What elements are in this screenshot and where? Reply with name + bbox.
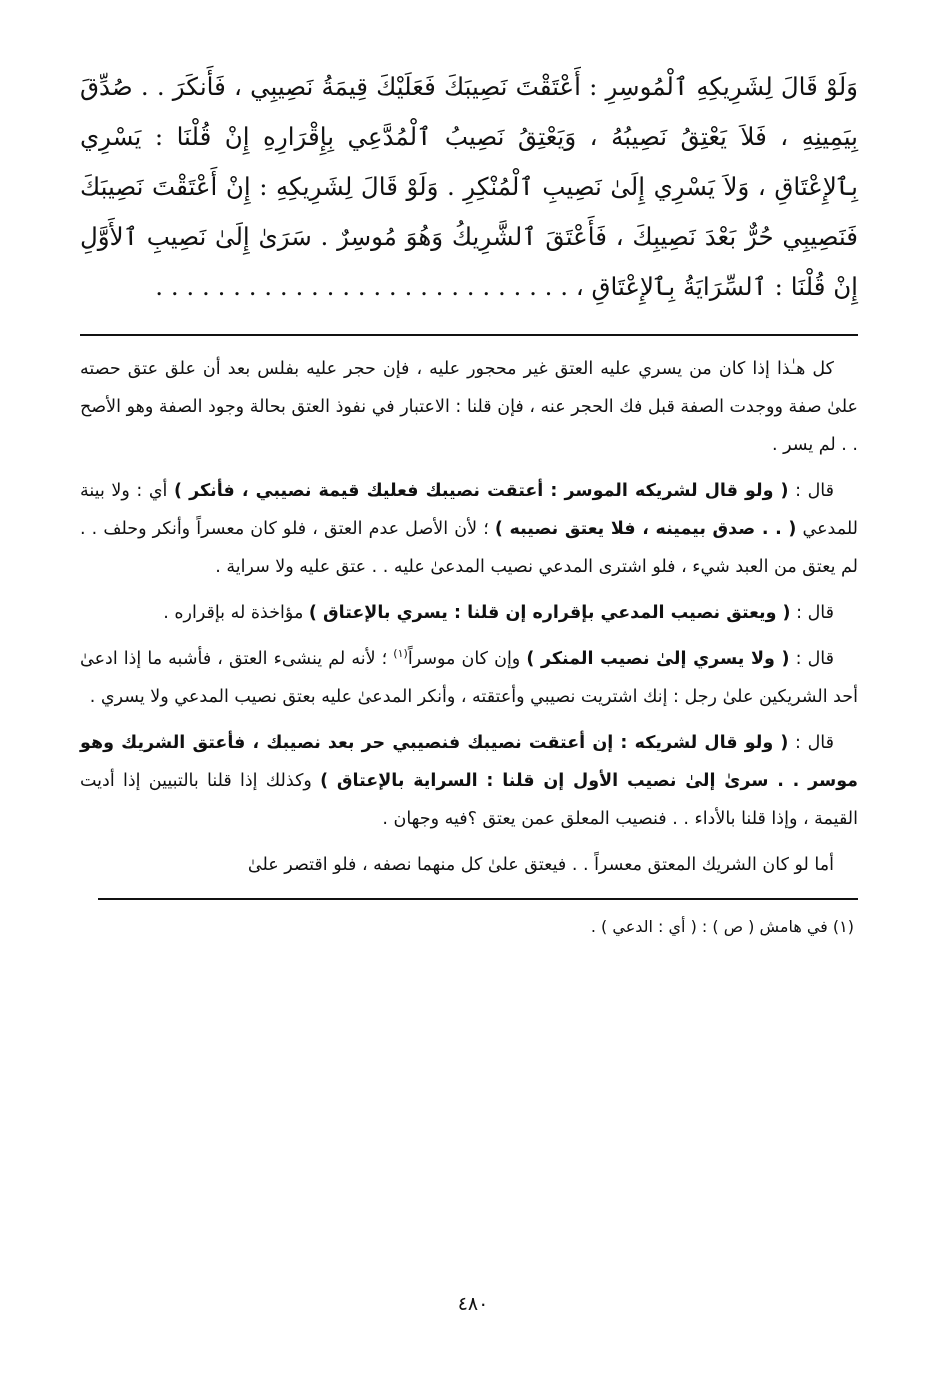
- commentary-paragraph-5: [80, 724, 858, 838]
- quoted-matn: ( ولا يسري إلىٰ نصيب المنكر ): [526, 649, 790, 669]
- commentary-text: مؤاخذة له بإقراره .: [163, 603, 309, 623]
- commentary-text: أي : ولا بينة للمدعي: [80, 481, 858, 539]
- commentary-text: وإن كان موسراً: [407, 649, 527, 669]
- commentary-paragraph-4: [80, 640, 858, 716]
- commentary-text: وكذلك إذا قلنا بالتبيين إذا أديت القيمة ، وإذا قلنا بالأداء . . فنصيب المعلق عمن يعتق ؟فيه وجهان .: [80, 771, 858, 829]
- commentary-paragraph-3: [80, 594, 858, 632]
- qala-label: قال :: [788, 481, 834, 501]
- quoted-matn: ( ولو قال لشريكه الموسر : أعتقت نصيبك فعليك قيمة نصيبي ، فأنكر ): [174, 481, 789, 501]
- commentary-paragraph-1: كل هـٰذا إذا كان من يسري عليه العتق غير محجور عليه ، فإن حجر عليه بفلس بعد أن علق عتق حصته علىٰ صفة ووجدت الصفة قبل فك الحجر عنه ، فإن قلنا : الاعتبار في نفوذ العتق بحالة وجود الصفة وهو الأصح . . لم يسر .: [80, 359, 858, 455]
- matn-divider: [80, 334, 858, 336]
- qala-label: قال :: [788, 733, 834, 753]
- footnote-divider: [98, 898, 858, 900]
- commentary-text: ؛ لأن الأصل عدم العتق ، فلو كان معسراً وأنكر وحلف . . لم يعتق من العبد شيء ، فلو اشترى المدعي نصيب المدعىٰ عليه . . عتق عليه ولا سراية .: [80, 519, 858, 577]
- footnote: (١) في هامش ( ص ) : ( أي : الدعي ) .: [590, 917, 854, 936]
- quoted-matn: ( . . صدق بيمينه ، فلا يعتق نصيبه ): [494, 519, 797, 539]
- footnote-marker: (١): [393, 647, 408, 661]
- commentary-paragraph-6: أما لو كان الشريك المعتق معسراً . . فيعتق علىٰ كل منهما نصفه ، فلو اقتصر علىٰ: [247, 855, 834, 875]
- quoted-matn: ( ويعتق نصيب المدعي بإقراره إن قلنا : يسري بالإعتاق ): [308, 603, 791, 623]
- commentary-text: ؛ لأنه لم ينشىء العتق ، فأشبه ما إذا ادعىٰ أحد الشريكين علىٰ رجل : إنك اشتريت نصيبي وأعتقته ، وأنكر المدعىٰ عليه بعتق نصيب المدعي ولا يسري .: [80, 649, 858, 707]
- commentary-paragraph-2: [80, 472, 858, 586]
- qala-label: قال :: [790, 603, 834, 623]
- page-body: [80, 62, 858, 942]
- qala-label: قال :: [789, 649, 834, 669]
- page-number: ٤٨٠: [457, 1293, 489, 1315]
- matn-text: وَلَوْ قَالَ لِشَرِيكِهِ ٱلْمُوسِرِ : أَعْتَقْتَ نَصِيبَكَ فَعَلَيْكَ قِيمَةُ نَصِيبِي ، فَأَنكَرَ . . صُدِّقَ بِيَمِينِهِ ، فَلاَ يَعْتِقُ نَصِيبُهُ ، وَيَعْتِقُ نَصِيبُ ٱلْمُدَّعِي بِإِقْرَارِهِ إِنْ قُلْنَا : يَسْرِي بِٱلإِعْتَاقِ ، وَلاَ يَسْرِي إِلَىٰ نَصِيبِ ٱلْمُنْكِرِ . وَلَوْ قَالَ لِشَرِيكِهِ : إِنْ أَعْتَقْتَ نَصِيبَكَ فَنَصِيبِي حُرٌّ بَعْدَ نَصِيبِكَ ، فَأَعْتَقَ ٱلشَّرِيكُ وَهُوَ مُوسِرٌ . سَرَىٰ إِلَىٰ نَصِيبِ ٱلأَوَّلِ إِنْ قُلْنَا : ٱلسِّرَايَةُ بِٱلإِعْتَاقِ ، . . . . . . . . . . . . . . . . . . . . . . . . . . .: [80, 72, 858, 301]
- quoted-matn: ( ولو قال لشريكه : إن أعتقت نصيبك فنصيبي حر بعد نصيبك ، فأعتق الشريك وهو موسر . . سرىٰ إلىٰ نصيب الأول إن قلنا : السراية بالإعتاق ): [80, 733, 858, 791]
